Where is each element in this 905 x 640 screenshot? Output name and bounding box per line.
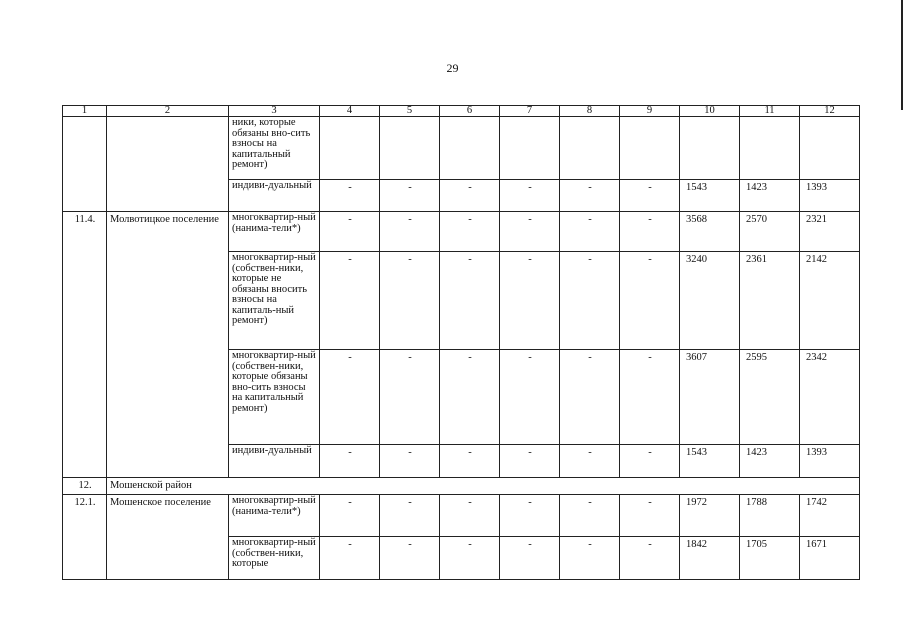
page-edge-mark [901,0,903,110]
value-cell: - [620,350,680,445]
value-cell [320,117,380,180]
value-cell: - [320,495,380,537]
value-cell: 1671 [800,537,860,580]
value-cell: 1543 [680,445,740,478]
value-cell: - [620,180,680,212]
value-cell: - [380,537,440,580]
value-cell: - [560,252,620,350]
settlement-cell: Мошенское поселение [107,495,229,580]
value-cell [800,117,860,180]
value-cell: - [320,350,380,445]
value-cell: 3240 [680,252,740,350]
value-cell: 1543 [680,180,740,212]
value-cell: - [560,495,620,537]
value-cell: 1788 [740,495,800,537]
index-cell: 11.4. [63,212,107,478]
value-cell: - [440,350,500,445]
column-number-header-row [63,106,860,117]
col-header: 4 [320,106,380,117]
value-cell: - [380,180,440,212]
value-cell: - [380,445,440,478]
housing-type-cell: многоквартир-ный (собствен-ники, которые обязаны вно-сить взносы на капитальный ремонт) [229,350,320,445]
value-cell [680,117,740,180]
value-cell: 1393 [800,180,860,212]
col-header: 2 [107,106,229,117]
value-cell [620,117,680,180]
col-header: 8 [560,106,620,117]
value-cell: - [440,495,500,537]
value-cell: - [500,537,560,580]
value-cell: - [500,350,560,445]
value-cell: - [320,252,380,350]
table-row [63,117,860,180]
col-header: 6 [440,106,500,117]
value-cell: 1423 [740,180,800,212]
value-cell: 1972 [680,495,740,537]
page-number: 29 [446,61,459,75]
col-header: 5 [380,106,440,117]
value-cell: 1842 [680,537,740,580]
value-cell: - [620,445,680,478]
tariff-table [62,105,860,580]
value-cell: - [620,495,680,537]
col-header: 1 [63,106,107,117]
value-cell [380,117,440,180]
settlement-cell: Молвотицкое поселение [107,212,229,478]
value-cell: - [500,252,560,350]
value-cell: - [440,445,500,478]
value-cell [440,117,500,180]
value-cell: - [500,180,560,212]
value-cell: - [500,445,560,478]
index-cell [63,117,107,212]
housing-type-cell: индиви-дуальный [229,180,320,212]
value-cell: - [380,252,440,350]
index-cell: 12.1. [63,495,107,580]
col-header: 12 [800,106,860,117]
value-cell: - [620,252,680,350]
value-cell: - [620,537,680,580]
value-cell: - [380,212,440,252]
value-cell: - [620,212,680,252]
table-row [63,212,860,252]
value-cell: 2142 [800,252,860,350]
housing-type-cell: индиви-дуальный [229,445,320,478]
value-cell: 1705 [740,537,800,580]
district-row [63,478,860,495]
value-cell: - [560,537,620,580]
value-cell: 1393 [800,445,860,478]
value-cell: - [380,495,440,537]
value-cell: - [320,180,380,212]
value-cell: - [500,495,560,537]
district-name: Мошенской район [107,478,860,495]
value-cell: - [560,350,620,445]
value-cell [740,117,800,180]
value-cell: 2595 [740,350,800,445]
col-header: 11 [740,106,800,117]
value-cell: 3607 [680,350,740,445]
value-cell: - [440,212,500,252]
value-cell: - [440,252,500,350]
col-header: 3 [229,106,320,117]
settlement-cell [107,117,229,212]
value-cell: 2570 [740,212,800,252]
value-cell: - [320,537,380,580]
housing-type-cell: многоквартир-ный (нанима-тели*) [229,212,320,252]
value-cell: - [440,537,500,580]
col-header: 9 [620,106,680,117]
value-cell: 1742 [800,495,860,537]
value-cell: 2321 [800,212,860,252]
value-cell: - [380,350,440,445]
housing-type-cell: ники, которые обязаны вно-сить взносы на капитальный ремонт) [229,117,320,180]
value-cell: 3568 [680,212,740,252]
index-cell: 12. [63,478,107,495]
value-cell: 2342 [800,350,860,445]
housing-type-cell: многоквартир-ный (собствен-ники, которые не обязаны вносить взносы на капиталь-ный ремонт) [229,252,320,350]
value-cell: - [320,212,380,252]
value-cell: 2361 [740,252,800,350]
value-cell: - [560,445,620,478]
housing-type-cell: многоквартир-ный (нанима-тели*) [229,495,320,537]
value-cell: 1423 [740,445,800,478]
value-cell [560,117,620,180]
value-cell: - [560,212,620,252]
housing-type-cell: многоквартир-ный (собствен-ники, которые [229,537,320,580]
col-header: 7 [500,106,560,117]
value-cell: - [500,212,560,252]
table-row [63,495,860,537]
value-cell: - [320,445,380,478]
value-cell: - [440,180,500,212]
value-cell: - [560,180,620,212]
col-header: 10 [680,106,740,117]
value-cell [500,117,560,180]
